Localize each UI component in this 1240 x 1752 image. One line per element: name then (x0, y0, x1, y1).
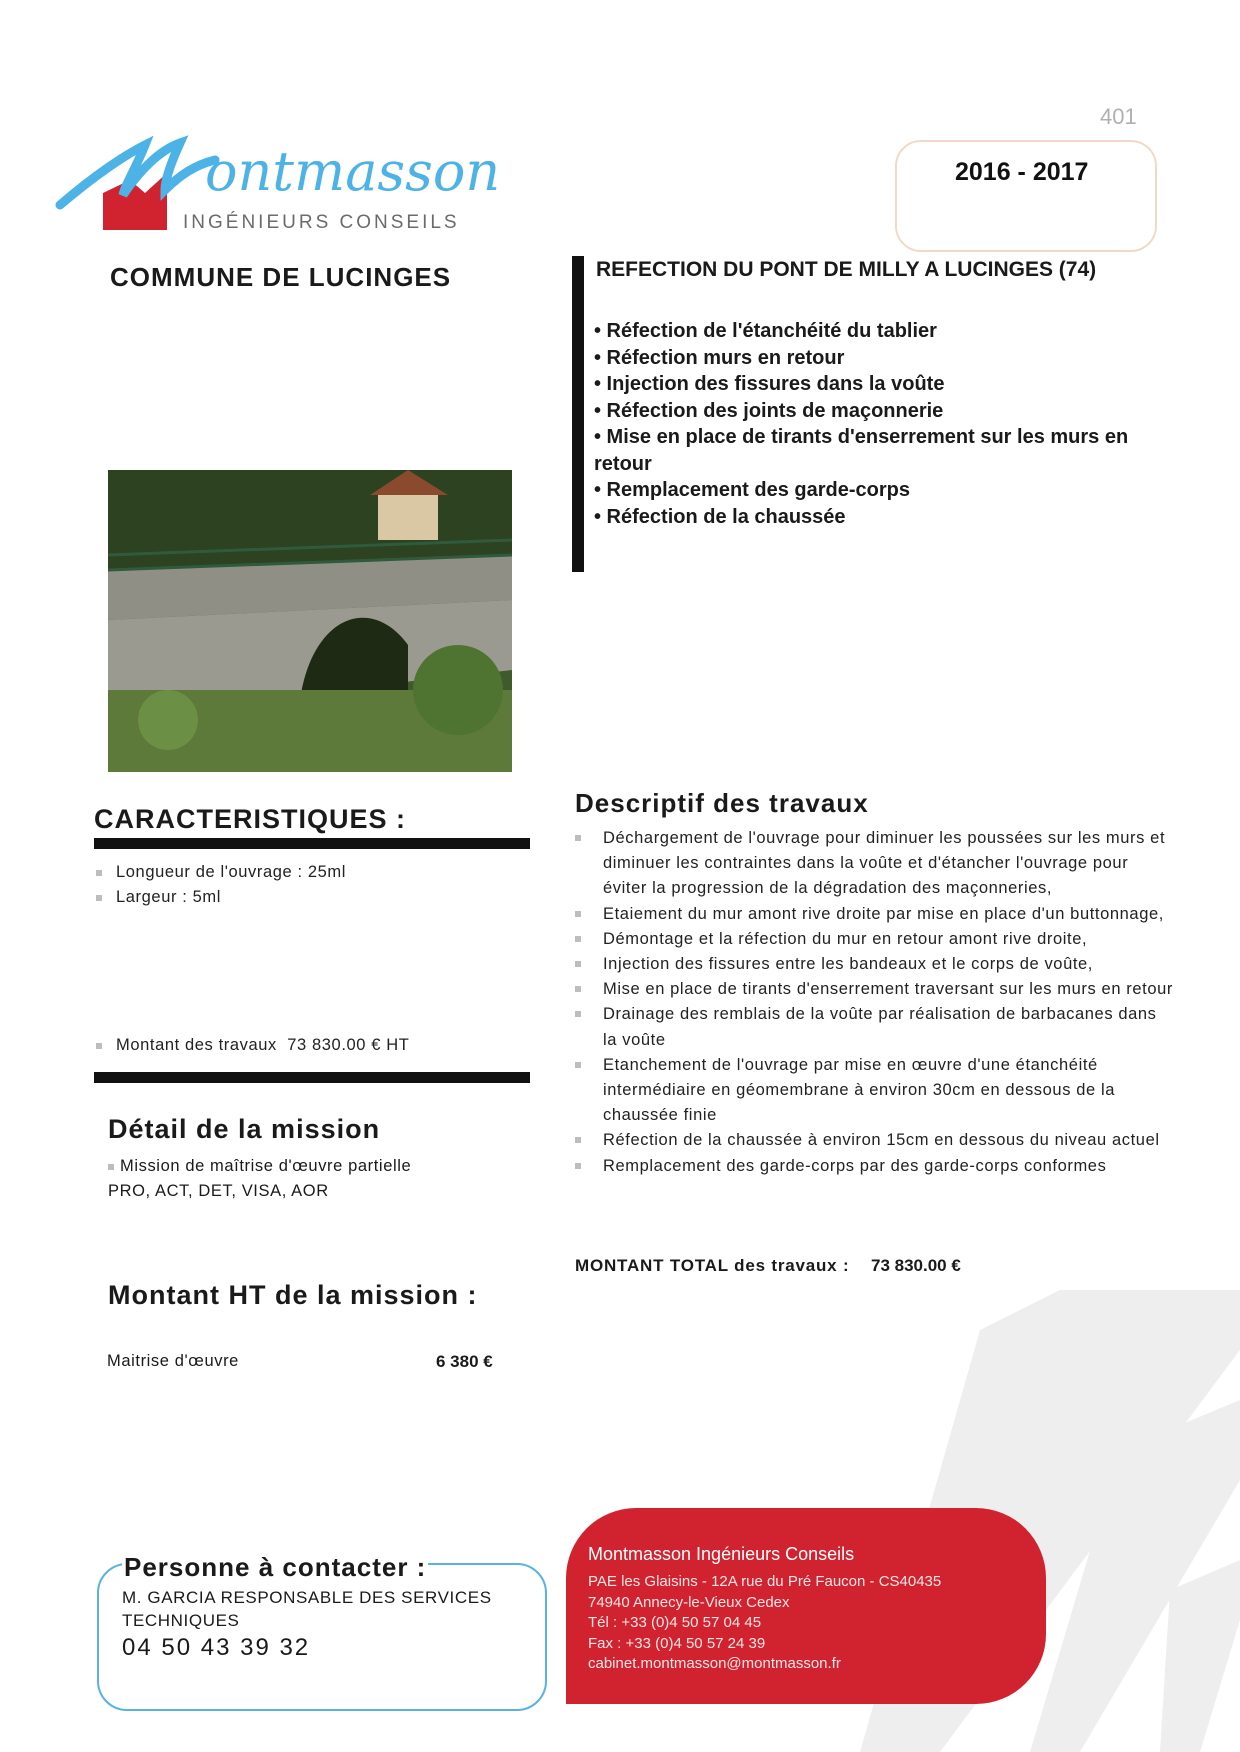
bullet-square-icon (108, 1164, 114, 1170)
caracteristiques-list (96, 860, 346, 910)
bullet-square-icon (575, 1137, 581, 1143)
caracteristiques-heading: CARACTERISTIQUES : (94, 804, 407, 834)
bullet-square-icon (575, 1163, 581, 1169)
company-phone: Tél : +33 (0)4 50 57 04 45 (588, 1614, 762, 1631)
montant-mission-heading: Montant HT de la mission : (108, 1280, 478, 1310)
list-item: Injection des fissures entre les bandeaux et le corps de voûte, (575, 952, 1175, 977)
bullet-square-icon (575, 961, 581, 967)
detail-mission-heading: Détail de la mission (108, 1114, 381, 1144)
detail-mission-text: Mission de maîtrise d'œuvre partielle PRO, ACT, DET, VISA, AOR (108, 1157, 412, 1200)
list-item: Démontage et la réfection du mur en retour amont rive droite, (575, 927, 1175, 952)
contact-name: M. GARCIA RESPONSABLE DES SERVICES TECHNIQUES (122, 1588, 492, 1630)
list-item: Drainage des remblais de la voûte par réalisation de barbacanes dans la voûte (575, 1002, 1175, 1052)
list-item: Remplacement des garde-corps par des garde-corps conformes (575, 1154, 1175, 1179)
maitrise-oeuvre-value: 6 380 € (436, 1352, 493, 1371)
project-title: REFECTION DU PONT DE MILLY A LUCINGES (74) (596, 258, 1097, 281)
bullet-square-icon (575, 986, 581, 992)
descriptif-list (575, 826, 1175, 1179)
contact-heading: Personne à contacter : (124, 1552, 427, 1582)
bullet-square-icon (575, 911, 581, 917)
bridge-photo (108, 470, 512, 772)
list-item: Mise en place de tirants d'enserrement traversant sur les murs en retour (575, 977, 1175, 1002)
bullet-square-icon (575, 1062, 581, 1068)
project-vertical-bar (572, 256, 584, 572)
bullet-square-icon (96, 1043, 102, 1049)
company-address: PAE les Glaisins - 12A rue du Pré Faucon - CS40435 (588, 1573, 942, 1590)
page-number: 401 (1100, 104, 1137, 129)
logo-subtitle: INGÉNIEURS CONSEILS (183, 212, 460, 233)
bullet-square-icon (575, 936, 581, 942)
total-travaux-value: 73 830.00 € (871, 1256, 961, 1275)
company-email[interactable]: cabinet.montmasson@montmasson.fr (588, 1655, 841, 1672)
project-bullet: • Injection des fissures dans la voûte (594, 373, 945, 395)
list-item: Etaiement du mur amont rive droite par mise en place d'un buttonnage, (575, 902, 1175, 927)
project-bullet: • Réfection murs en retour (594, 346, 845, 369)
list-item: Réfection de la chaussée à environ 15cm en dessous du niveau actuel (575, 1128, 1175, 1153)
descriptif-heading: Descriptif des travaux (575, 788, 869, 818)
bullet-square-icon (96, 870, 102, 876)
list-item: Largeur : 5ml (96, 885, 346, 910)
divider-bar (94, 1072, 530, 1083)
year-box (895, 140, 1157, 252)
project-bullet: • Réfection de l'étanchéité du tablier (594, 320, 937, 342)
project-bullet: • Réfection de la chaussée (594, 505, 846, 528)
list-item: Longueur de l'ouvrage : 25ml (96, 860, 346, 885)
bullet-square-icon (96, 895, 102, 901)
divider-bar (94, 838, 530, 849)
project-years: 2016 - 2017 (955, 158, 1089, 186)
list-item: Etanchement de l'ouvrage par mise en œuvre d'une étanchéité intermédiaire en géomembrane à environ 30cm en dessous de la chaussée finie (575, 1053, 1175, 1129)
project-bullet-list (594, 318, 1154, 530)
project-bullet: • Remplacement des garde-corps (594, 479, 910, 501)
total-travaux-label: MONTANT TOTAL des travaux : (575, 1256, 850, 1275)
company-card-title: Montmasson Ingénieurs Conseils (588, 1544, 855, 1564)
list-item: Déchargement de l'ouvrage pour diminuer les poussées sur les murs et diminuer les contraintes dans la voûte et d'étancher l'ouvrage pour éviter la progression de la dégradation des maçonneries, (575, 826, 1175, 902)
montant-travaux: Montant des travaux 73 830.00 € HT (96, 1036, 409, 1055)
logo-wordmark: ontmasson (205, 140, 501, 203)
company-city: 74940 Annecy-le-Vieux Cedex (588, 1593, 790, 1611)
client-name: COMMUNE DE LUCINGES (110, 262, 452, 292)
maitrise-oeuvre-label: Maitrise d'œuvre (107, 1352, 239, 1370)
project-bullet: • Réfection des joints de maçonnerie (594, 399, 944, 422)
bullet-square-icon (575, 1011, 581, 1017)
project-bullet: • Mise en place de tirants d'enserrement sur les murs en retour (594, 426, 1129, 475)
contact-phone: 04 50 43 39 32 (122, 1634, 311, 1661)
bullet-square-icon (575, 835, 581, 841)
company-fax: Fax : +33 (0)4 50 57 24 39 (588, 1634, 766, 1652)
company-card-details (588, 1572, 941, 1675)
